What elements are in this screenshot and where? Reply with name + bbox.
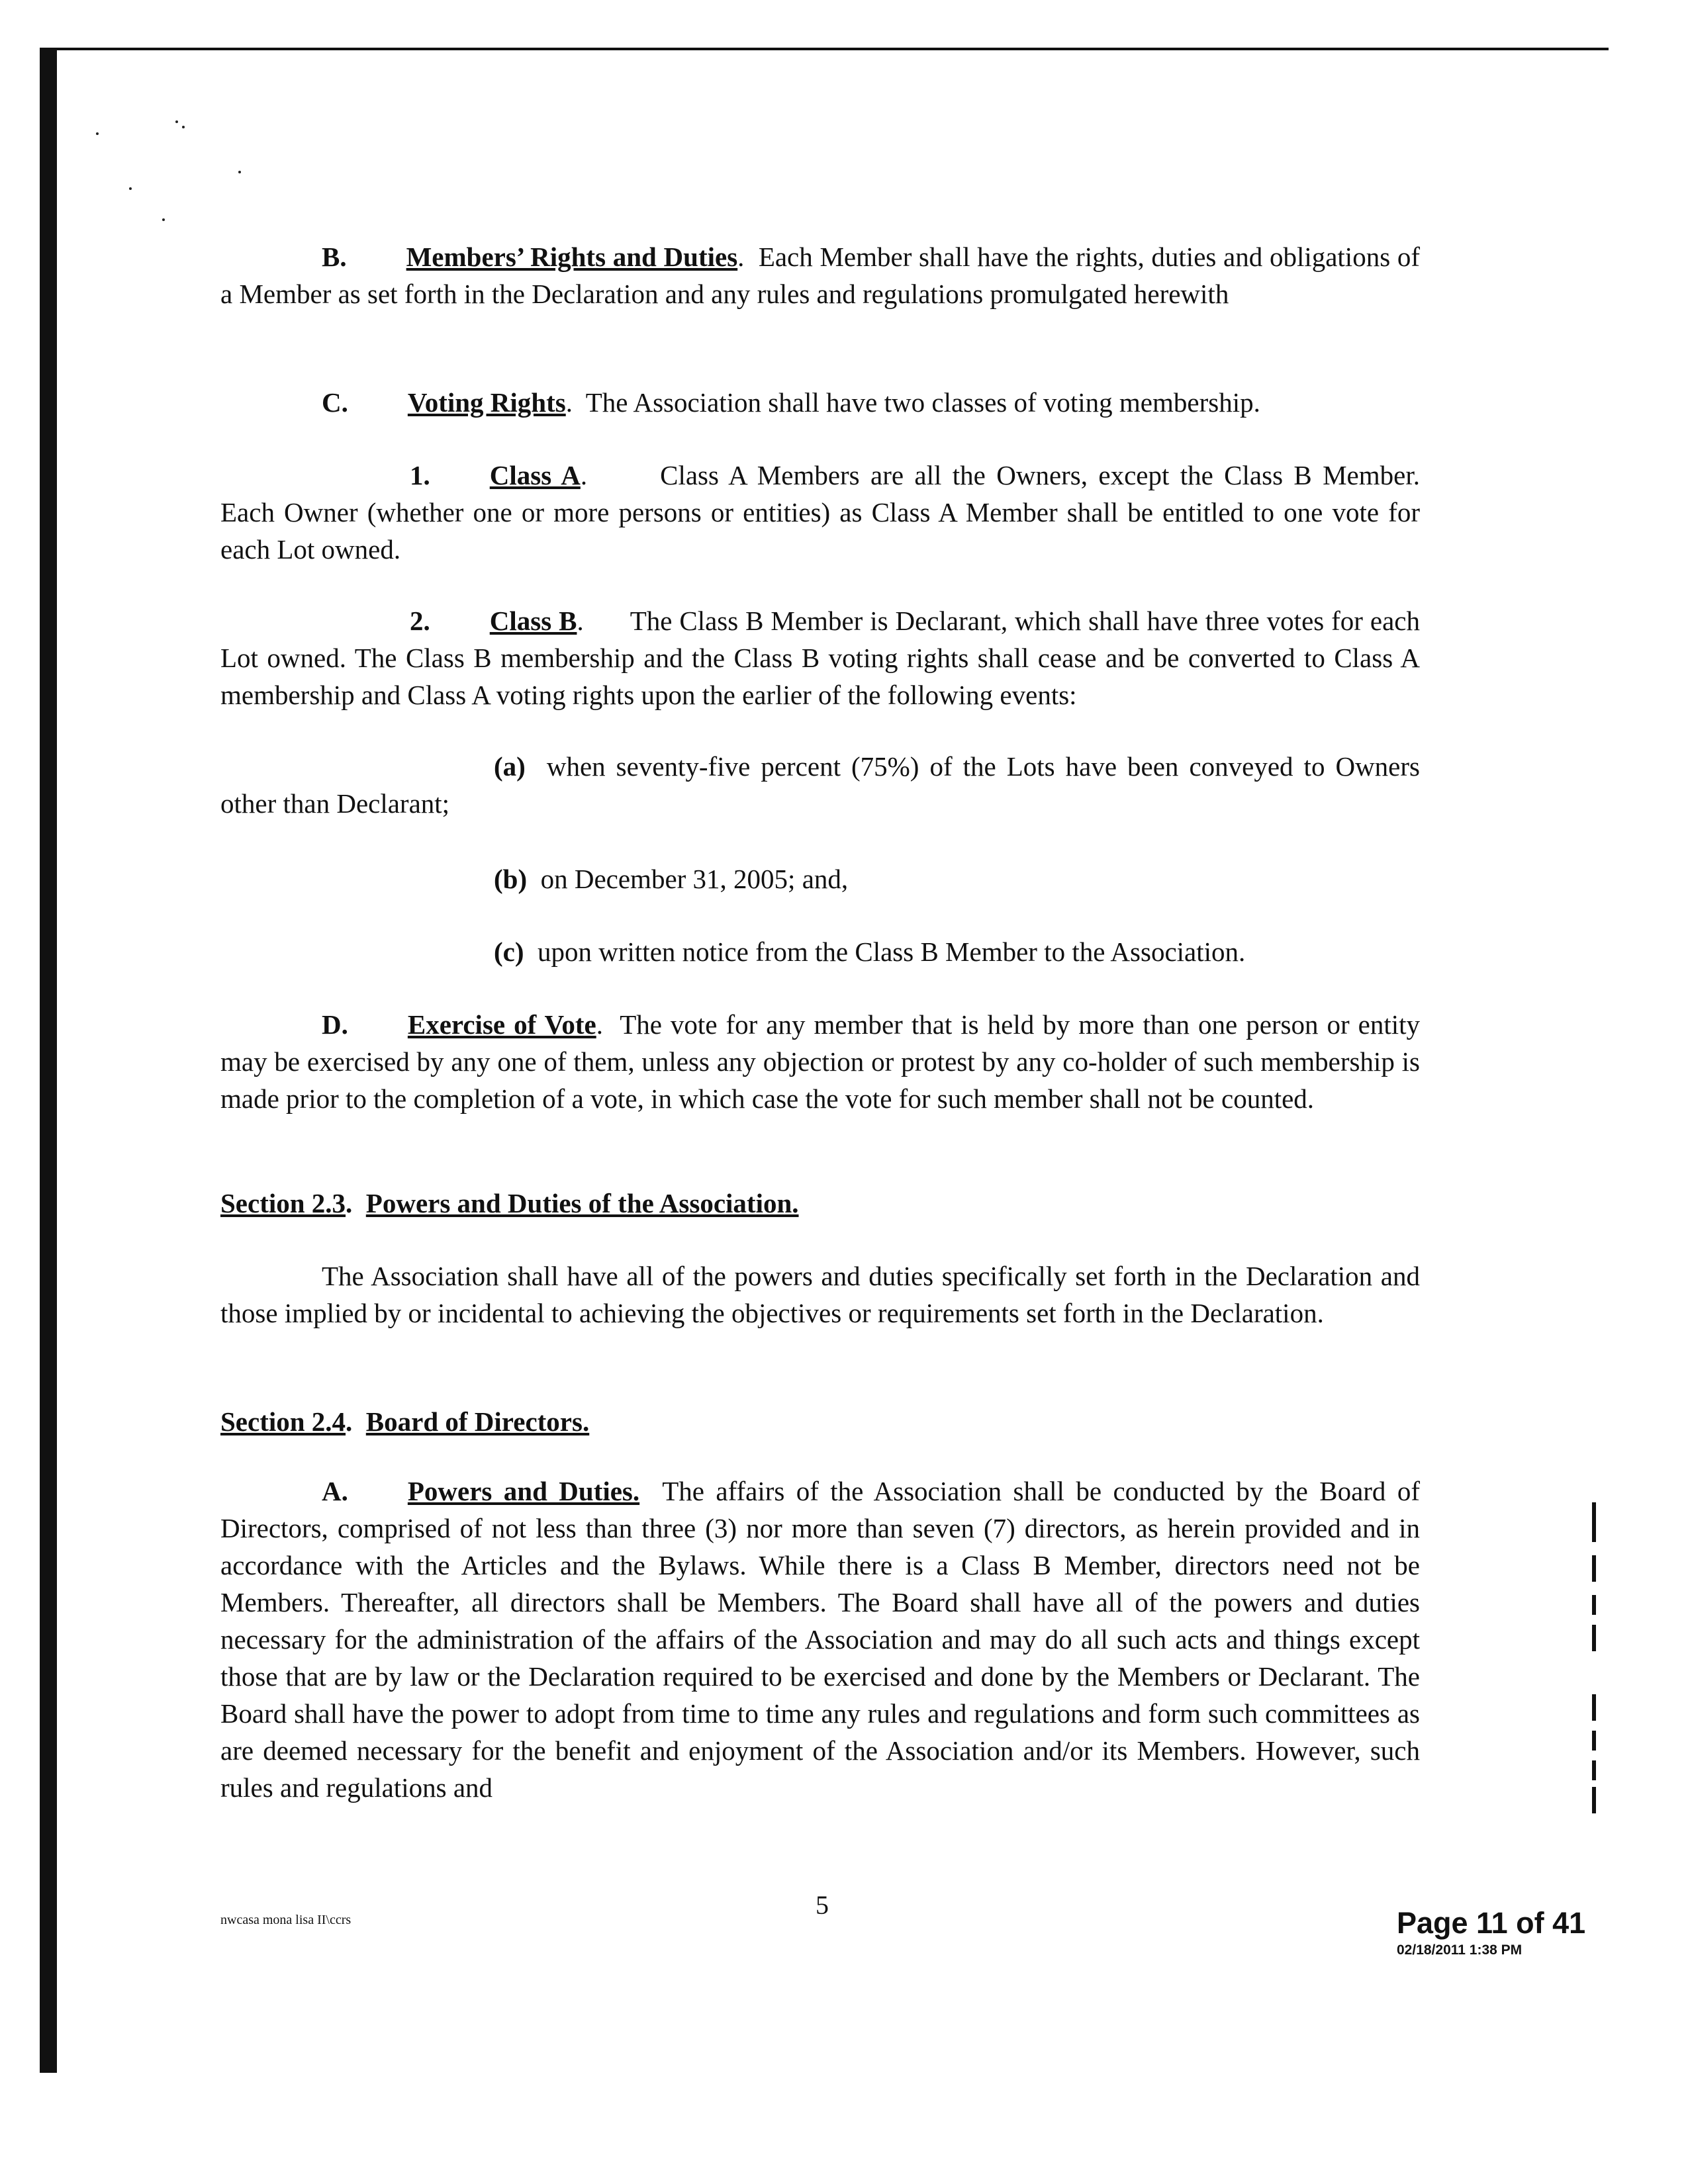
class-a-title: Class A: [489, 460, 581, 490]
margin-mark: [1592, 1625, 1596, 1651]
top-border-rule: [46, 48, 1609, 50]
section-b-label: B.: [322, 242, 347, 272]
event-b-paragraph: [494, 860, 1421, 897]
class-a-text: Class A Members are all the Owners, except the Class B Member. Each Owner (whether one or more persons or entities) as Class A Member shall be entitled to one vote for each Lot owned.: [220, 460, 1420, 565]
left-scan-border: [40, 48, 57, 2073]
section-2-3-number: Section 2.3: [220, 1188, 346, 1218]
margin-recording-marks: [1585, 1502, 1612, 1820]
section-2-4-number: Section 2.4: [220, 1406, 346, 1437]
section-b-title: Members’ Rights and Duties: [406, 242, 738, 272]
class-a-label: 1.: [410, 460, 430, 490]
section-c-label: C.: [322, 387, 348, 418]
scan-speck: [175, 120, 178, 123]
section-c-title: Voting Rights: [407, 387, 566, 418]
margin-mark: [1592, 1760, 1596, 1780]
class-b-paragraph: 2. Class B. The Class B Member is Declarant, which shall have three votes for each Lot owned. The Class B membership and the Class B voting rights shall cease and be converted to Class A membership and Class A voting rights upon the earlier of the following events:: [220, 606, 1420, 710]
page-number: 5: [816, 1890, 829, 1920]
section-2-4-a-title: Powers and Duties.: [407, 1476, 640, 1506]
event-b-label: (b): [494, 864, 528, 894]
margin-mark: [1592, 1787, 1596, 1813]
event-b-text: on December 31, 2005; and,: [540, 864, 849, 894]
section-c-text: The Association shall have two classes of voting membership.: [585, 387, 1260, 418]
recording-page-stamp: Page 11 of 41: [1397, 1906, 1586, 1940]
section-b-text: Each Member shall have the rights, duties and obligations of a Member as set forth in the Declaration and any rules and regulations promulgated herewith: [220, 242, 1421, 309]
section-d-text: The vote for any member that is held by more than one person or entity may be exercised by any one of them, unless any objection or protest by any co-holder of such membership is made prior to the completion of a vote, in which case the vote for such member shall not be counted.: [220, 1009, 1420, 1114]
event-a-text: when seventy-five percent (75%) of the Lots have been conveyed to Owners other than Declarant;: [220, 751, 1420, 819]
section-d-title: Exercise of Vote: [407, 1009, 596, 1040]
event-c-paragraph: [494, 933, 1421, 970]
section-d-paragraph: D. Exercise of Vote. The vote for any member that is held by more than one person or entity may be exercised by any one of them, unless any objection or protest by any co-holder of such membership is made prior to the completion of a vote, in which case the vote for such member shall not be counted.: [220, 1009, 1420, 1114]
section-2-3-paragraph: The Association shall have all of the powers and duties specifically set forth in the Declaration and those implied by or incidental to achieving the objectives or requirements set forth in the Declaration.: [220, 1261, 1420, 1328]
event-c-label: (c): [494, 936, 524, 967]
file-reference: nwcasa mona lisa II\ccrs: [220, 1913, 352, 1927]
scan-speck: [96, 132, 99, 135]
event-a-label: (a): [494, 751, 526, 782]
margin-mark: [1592, 1595, 1596, 1615]
margin-mark: [1592, 1731, 1596, 1751]
section-2-4-a-paragraph: [220, 1473, 1420, 1806]
section-2-4-title: Board of Directors.: [365, 1406, 590, 1437]
section-2-4-a-label: A.: [322, 1476, 348, 1506]
recording-date-stamp: 02/18/2011 1:38 PM: [1397, 1942, 1523, 1958]
class-b-text: The Class B Member is Declarant, which shall have three votes for each Lot owned. The Class B membership and the Class B voting rights shall cease and be converted to Class A membership and Class A voting rights upon the earlier of the following events:: [220, 606, 1420, 710]
margin-mark: [1592, 1502, 1596, 1542]
class-a-paragraph: 1. Class A. Class A Members are all the Owners, except the Class B Member. Each Owner (whether one or more persons or entities) as Class A Member shall be entitled to one vote for each Lot owned.: [220, 460, 1420, 565]
class-b-label: 2.: [410, 606, 430, 636]
event-c-text: upon written notice from the Class B Member to the Association.: [538, 936, 1246, 967]
margin-mark: [1592, 1555, 1596, 1582]
section-2-3-heading: Section 2.3. Powers and Duties of the Association.: [220, 1188, 799, 1218]
scan-speck: [162, 218, 165, 221]
scan-speck: [182, 126, 185, 128]
scan-speck: [129, 187, 132, 190]
section-d-label: D.: [322, 1009, 348, 1040]
section-b-paragraph: B. Members’ Rights and Duties. Each Member shall have the rights, duties and obligations of a Member as set forth in the Declaration and any rules and regulations promulgated herewith: [220, 242, 1421, 309]
scan-speck: [238, 171, 241, 173]
section-2-3-title: Powers and Duties of the Association.: [365, 1188, 799, 1218]
class-b-title: Class B: [489, 606, 577, 636]
section-2-4-heading: Section 2.4. Board of Directors.: [220, 1406, 590, 1437]
section-2-4-a-text: The affairs of the Association shall be conducted by the Board of Directors, comprised of not less than three (3) nor more than seven (7) directors, as herein provided and in accordance with the Articles and the Bylaws. While there is a Class B Member, directors need not be Members. Thereafter, all directors shall be Members. The Board shall have all of the powers and duties necessary for the administration of the affairs of the Association and may do all such acts and things except those that are by law or the Declaration required to be exercised and done by the Members or Declarant. The Board shall have the power to adopt from time to time any rules and regulations and form such committees as are deemed necessary for the benefit and enjoyment of the Association and/or its Members. However, such rules and regulations and: [220, 1476, 1420, 1803]
event-a-paragraph: [220, 748, 1420, 822]
section-c-paragraph: C. Voting Rights. The Association shall have two classes of voting membership.: [322, 387, 1260, 418]
margin-mark: [1592, 1694, 1596, 1721]
